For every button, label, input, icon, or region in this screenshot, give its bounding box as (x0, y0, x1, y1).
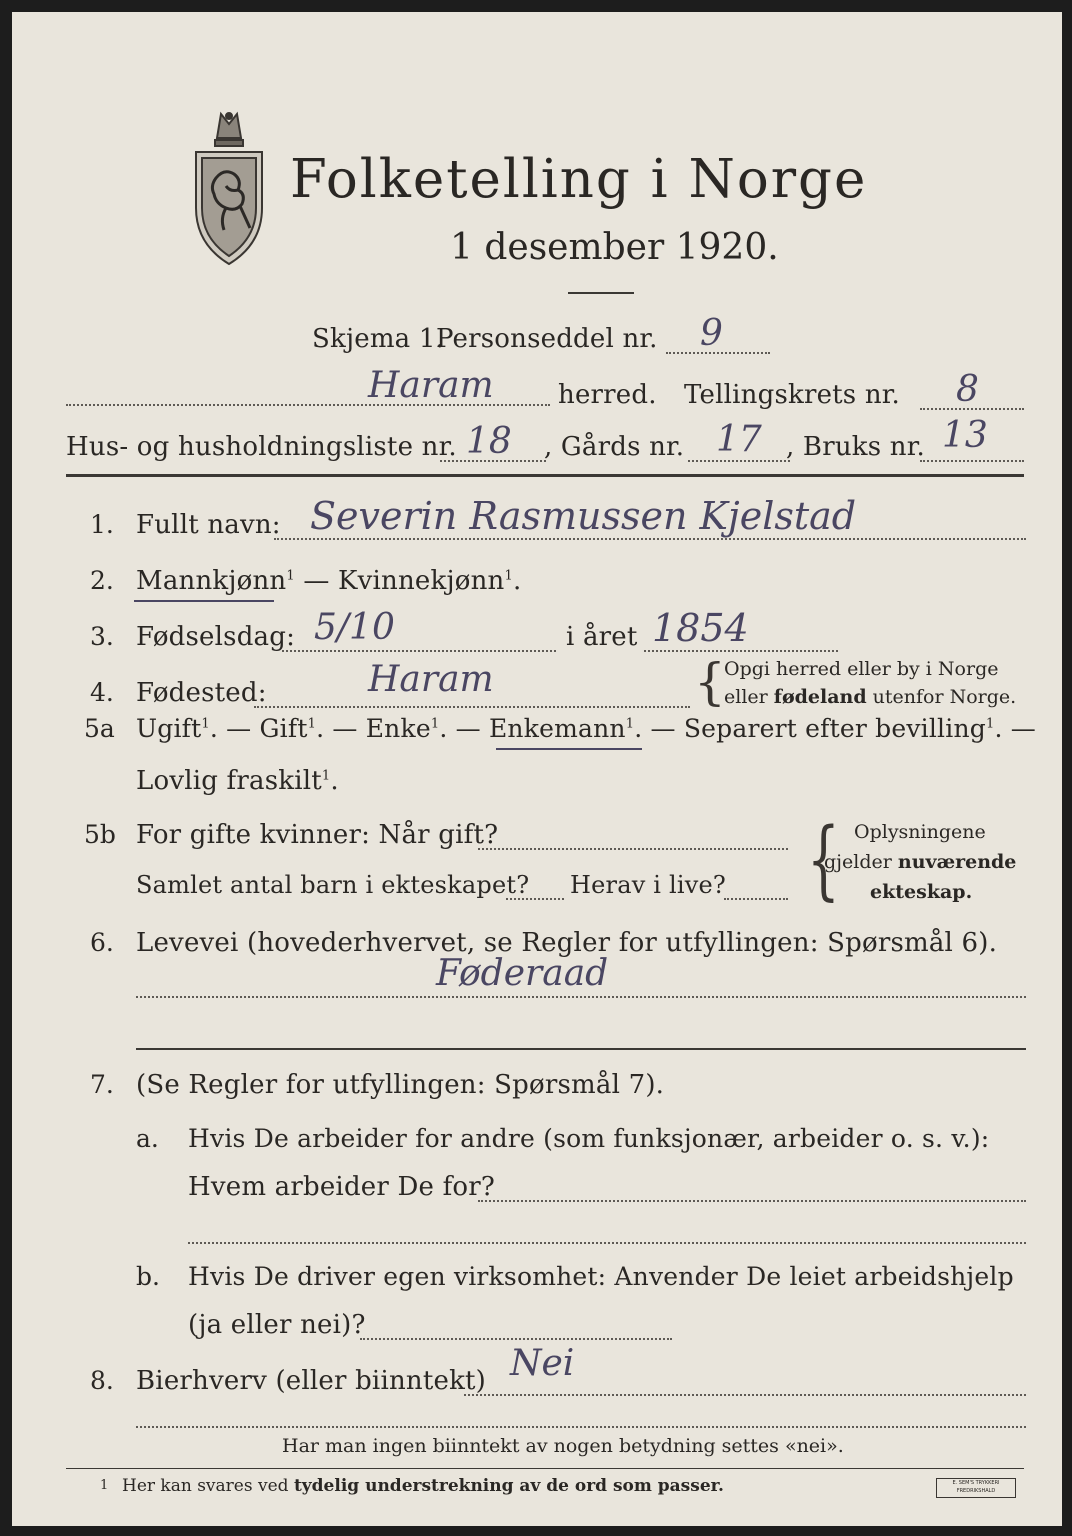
herred-value: Haram (368, 365, 494, 406)
birthdate-value: 5/10 (314, 607, 395, 648)
q7b-question: (ja eller nei)? (188, 1310, 366, 1340)
birth-year-value: 1854 (652, 606, 749, 650)
q8-number: 8. (90, 1366, 114, 1395)
children-label: Samlet antal barn i ekteskapet? (136, 871, 530, 899)
husliste-value: 18 (466, 421, 512, 462)
q1-label: Fullt navn: (136, 510, 281, 540)
personseddel-label: Personseddel nr. (436, 324, 658, 354)
tellingskrets-value: 8 (956, 369, 979, 410)
footnote-text: Her kan svares ved tydelig understrekning av de ord som passer. (122, 1476, 724, 1496)
side-income-field[interactable] (464, 1394, 1026, 1396)
birthplace-note-2: eller fødeland utenfor Norge. (724, 686, 1017, 708)
gender-male[interactable]: Mannkjønn (136, 566, 287, 596)
occupation-line-2 (136, 1048, 1026, 1050)
q7b-letter: b. (136, 1262, 160, 1291)
gards-field[interactable] (688, 460, 790, 462)
full-name-value: Severin Rasmussen Kjelstad (310, 494, 857, 538)
marital-separert[interactable]: Separert efter bevilling (683, 714, 986, 743)
q7a-question: Hvem arbeider De for? (188, 1172, 496, 1202)
title-divider (568, 292, 634, 294)
q4-label: Fødested: (136, 678, 267, 708)
herred-label: herred. (558, 380, 657, 410)
gender-options (136, 566, 521, 596)
footnote-ref: 1 (504, 568, 513, 584)
year-label: i året (566, 622, 638, 652)
full-name-field[interactable] (274, 538, 1026, 540)
birthdate-field[interactable] (282, 650, 556, 652)
alive-label: Herav i live? (570, 871, 726, 899)
marital-fraskilt[interactable]: Lovlig fraskilt (136, 766, 322, 796)
q5b-note-3: ekteskap. (870, 881, 973, 903)
q6-number: 6. (90, 928, 114, 957)
q5b-note-1: Oplysningene (854, 821, 986, 843)
gender-female[interactable]: Kvinnekjønn (338, 566, 505, 596)
schema-label: Skjema 1. (312, 324, 445, 354)
q7a-letter: a. (136, 1124, 159, 1153)
marital-enkemann[interactable]: Enkemann (488, 714, 626, 743)
marital-ugift[interactable]: Ugift (136, 714, 202, 743)
brace-q5b: { (806, 810, 840, 910)
children-field[interactable] (506, 898, 564, 900)
printer-stamp: E. SEM'S TRYKKERI FREDRIKSHALD (936, 1478, 1016, 1498)
birthplace-field[interactable] (254, 706, 690, 708)
bruks-field[interactable] (920, 460, 1024, 462)
bruks-value: 13 (942, 415, 988, 456)
gender-separator: — (294, 566, 338, 596)
q7-number: 7. (90, 1070, 114, 1099)
coat-of-arms-icon (190, 108, 268, 270)
husliste-label: Hus- og husholdningsliste nr. (66, 432, 457, 462)
employer-field[interactable] (478, 1200, 1026, 1202)
form-title: Folketelling i Norge (290, 149, 868, 210)
enkemann-underline (496, 748, 642, 750)
hired-help-field[interactable] (360, 1338, 672, 1340)
employer-field-2[interactable] (188, 1242, 1026, 1244)
header-divider (66, 474, 1024, 477)
q3-label: Fødselsdag: (136, 622, 296, 652)
married-when-field[interactable] (478, 848, 788, 850)
footnote-ref: 1 (286, 568, 295, 584)
alive-field[interactable] (724, 898, 788, 900)
birthplace-note-1: Opgi herred eller by i Norge (724, 658, 999, 680)
personseddel-value: 9 (700, 313, 723, 354)
gender-period: . (512, 566, 522, 596)
q7-label: (Se Regler for utfyllingen: Spørsmål 7). (136, 1070, 665, 1100)
q5a-number: 5a (84, 714, 115, 743)
q6-label: Levevei (hovederhvervet, se Regler for utfyllingen: Spørsmål 6). (136, 928, 998, 958)
q8-label: Bierhverv (eller biinntekt) (136, 1366, 487, 1396)
footnote-mark: 1 (100, 1478, 109, 1493)
marital-options: Ugift$^1$. — Gift$^1$. — Enke$^1$. — Enkemann$^1$. — Separert efter bevilling$^1$. — (136, 714, 1036, 743)
marital-gift[interactable]: Gift (259, 714, 308, 743)
q4-number: 4. (90, 678, 114, 707)
side-income-field-2[interactable] (136, 1426, 1026, 1428)
q7a-text: Hvis De arbeider for andre (som funksjonær, arbeider o. s. v.): (188, 1124, 990, 1153)
gards-label: , Gårds nr. (544, 432, 685, 462)
bruks-label: , Bruks nr. (786, 432, 925, 462)
occupation-field[interactable] (136, 996, 1026, 998)
footer-divider (66, 1468, 1024, 1469)
q5b-note-2: gjelder nuværende (824, 851, 1017, 873)
occupation-value: Føderaad (436, 953, 609, 994)
q1-number: 1. (90, 510, 114, 539)
marital-fraskilt-line: Lovlig fraskilt$^1$. (136, 766, 339, 796)
q7b-text: Hvis De driver egen virksomhet: Anvender De leiet arbeidshjelp (188, 1262, 1014, 1291)
brace-q4: { (694, 653, 726, 711)
side-income-value: Nei (510, 1343, 575, 1384)
gards-value: 17 (716, 419, 762, 460)
birth-year-field[interactable] (644, 650, 838, 652)
tellingskrets-label: Tellingskrets nr. (684, 380, 900, 410)
married-when-label: For gifte kvinner: Når gift? (136, 820, 499, 850)
marital-enke[interactable]: Enke (365, 714, 431, 743)
census-form (12, 12, 1062, 1526)
q3-number: 3. (90, 622, 114, 651)
census-date: 1 desember 1920. (450, 227, 779, 268)
q5b-number: 5b (84, 820, 116, 849)
male-underline (134, 600, 274, 602)
birthplace-value: Haram (368, 659, 494, 700)
q2-number: 2. (90, 566, 114, 595)
footer-note: Har man ingen biinntekt av nogen betydning settes «nei». (282, 1435, 844, 1457)
